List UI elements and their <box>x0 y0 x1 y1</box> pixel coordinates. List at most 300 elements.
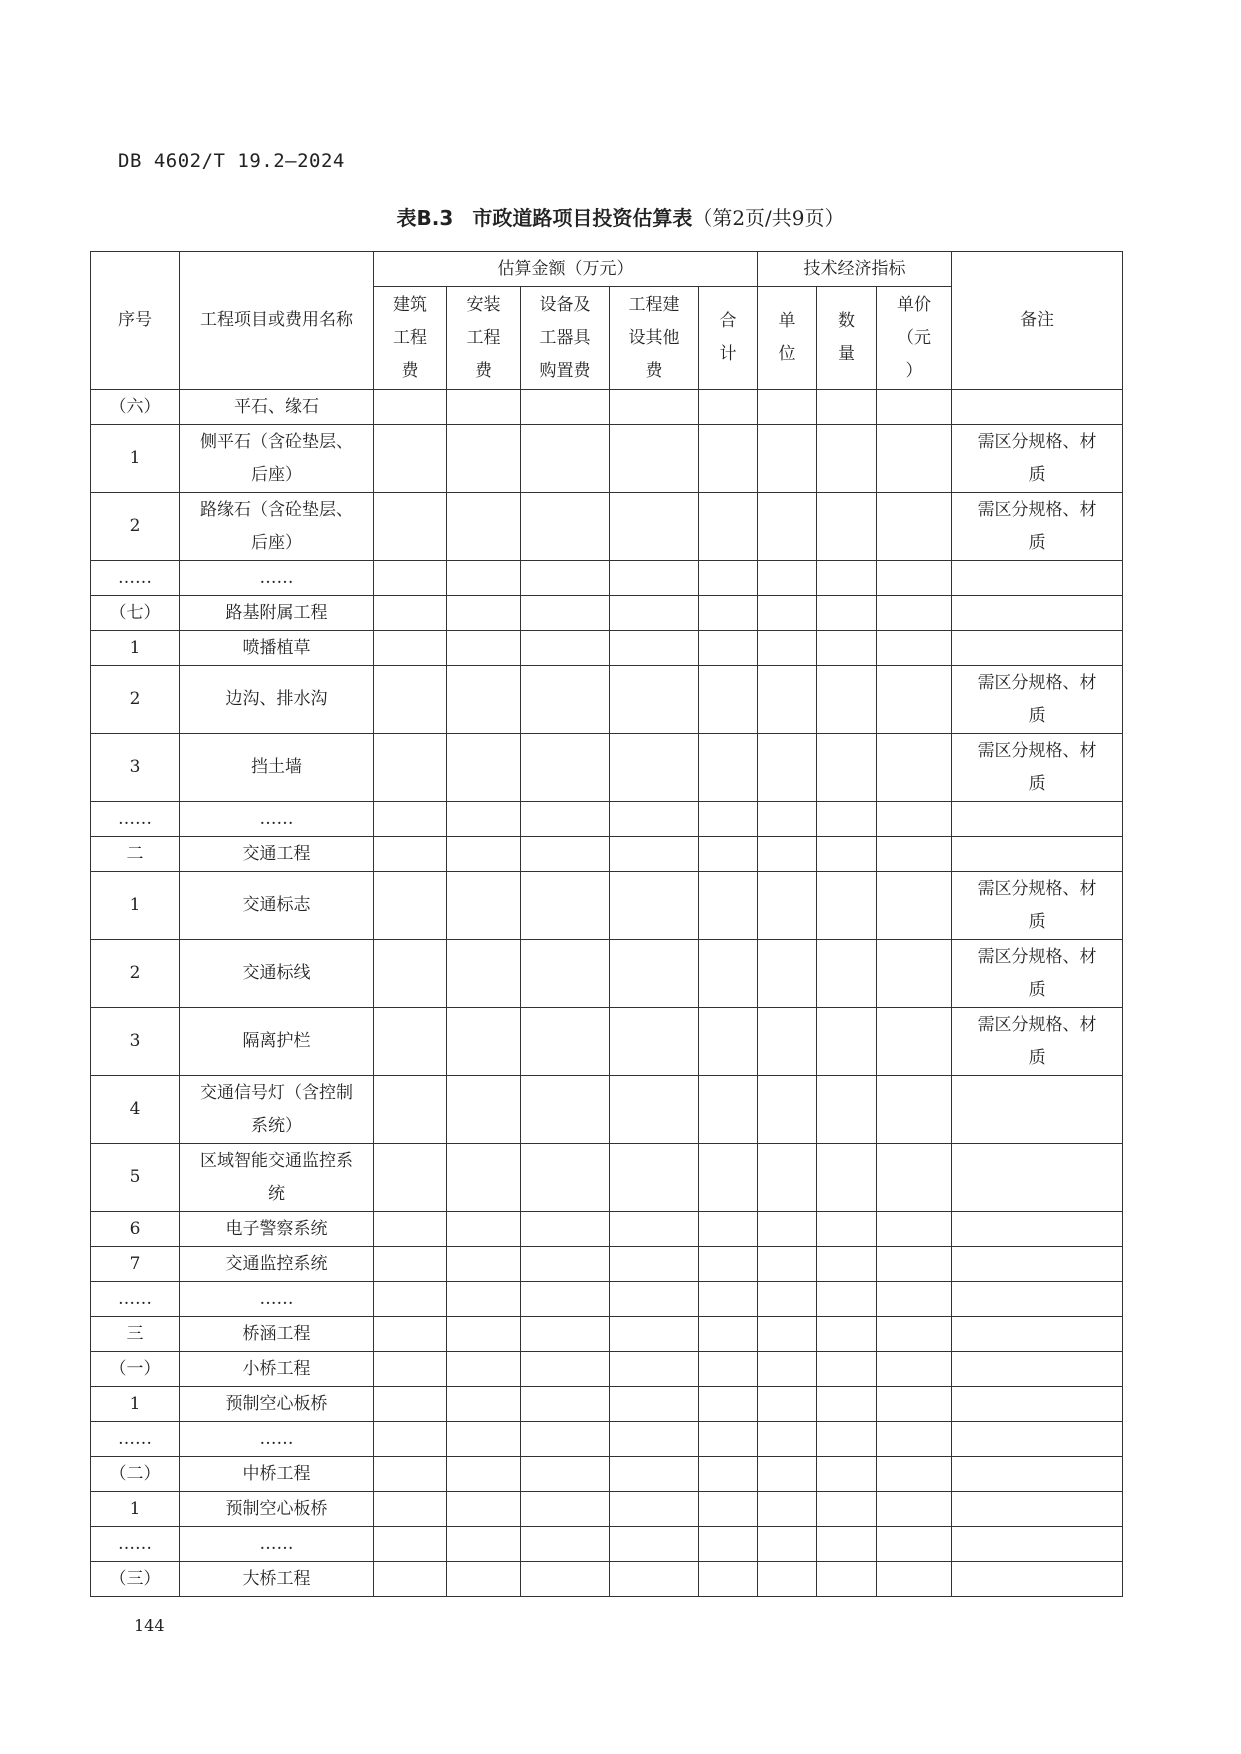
cell-value <box>699 837 758 872</box>
cell-name <box>180 561 374 596</box>
cell-value <box>610 390 699 425</box>
cell-value <box>374 1247 447 1282</box>
cell-value <box>447 1492 521 1527</box>
cell-value <box>758 1076 817 1144</box>
cell-value <box>374 940 447 1008</box>
cell-remark <box>952 1422 1123 1457</box>
cell-value <box>877 734 952 802</box>
cell-value <box>521 734 610 802</box>
cell-value <box>374 596 447 631</box>
cell-seq: 1 <box>91 631 180 666</box>
cell-name <box>180 837 374 872</box>
text-line: 工程 <box>393 327 427 348</box>
cell-value <box>699 940 758 1008</box>
text-line: …… <box>259 1428 294 1449</box>
cell-value <box>817 1008 877 1076</box>
cell-name <box>180 390 374 425</box>
cell-value <box>374 631 447 666</box>
text-line: 质 <box>1028 705 1046 726</box>
table-number: 表B.3 <box>396 206 454 230</box>
cell-value <box>610 666 699 734</box>
text-line: 合 <box>719 311 737 331</box>
cell-value <box>610 1352 699 1387</box>
cell-name <box>180 425 374 493</box>
text-line: 建筑 <box>393 294 427 315</box>
cell-seq: 3 <box>91 1008 180 1076</box>
cell-value <box>521 1317 610 1352</box>
cell-value <box>758 493 817 561</box>
cell-name <box>180 1387 374 1422</box>
cell-value <box>610 493 699 561</box>
cell-remark <box>952 561 1123 596</box>
cell-remark <box>952 1247 1123 1282</box>
cell-seq: 6 <box>91 1212 180 1247</box>
cell-value <box>610 1317 699 1352</box>
text-line: 需区分规格、材 <box>977 499 1097 520</box>
cell-value <box>758 872 817 940</box>
cell-value <box>817 1422 877 1457</box>
table-row <box>91 1422 1123 1457</box>
cell-value <box>758 1527 817 1562</box>
text-line: …… <box>259 1288 294 1309</box>
cell-name <box>180 631 374 666</box>
cell-value <box>699 1457 758 1492</box>
cell-remark <box>952 1076 1123 1144</box>
text-line: 质 <box>1028 911 1046 932</box>
text-line: 设其他 <box>628 327 680 348</box>
cell-value <box>817 837 877 872</box>
cell-value <box>699 872 758 940</box>
cell-value <box>610 425 699 493</box>
header-seq: 序号 <box>91 252 180 390</box>
cell-value <box>447 1212 521 1247</box>
table-row <box>91 1562 1123 1597</box>
cell-value <box>877 1527 952 1562</box>
cell-value <box>374 390 447 425</box>
cell-value <box>817 1457 877 1492</box>
cell-value <box>521 837 610 872</box>
cell-seq: 2 <box>91 666 180 734</box>
table-row <box>91 1387 1123 1422</box>
cell-value <box>610 1282 699 1317</box>
cell-remark <box>952 1352 1123 1387</box>
cell-value <box>447 1422 521 1457</box>
cell-value <box>610 1457 699 1492</box>
cell-value <box>610 561 699 596</box>
cell-value <box>447 1457 521 1492</box>
cell-value <box>521 1212 610 1247</box>
cell-name <box>180 872 374 940</box>
cell-seq: …… <box>91 1282 180 1317</box>
cell-value <box>447 1144 521 1212</box>
cell-value <box>877 940 952 1008</box>
text-line: …… <box>259 1533 294 1554</box>
cell-value <box>521 561 610 596</box>
cell-value <box>521 1352 610 1387</box>
table-body <box>91 390 1123 1597</box>
cell-value <box>817 561 877 596</box>
cell-remark <box>952 1282 1123 1317</box>
cell-value <box>877 837 952 872</box>
cell-value <box>699 1527 758 1562</box>
cell-value <box>699 493 758 561</box>
cell-value <box>758 1247 817 1282</box>
text-line: 单 <box>778 311 796 331</box>
table-row <box>91 493 1123 561</box>
cell-value <box>374 1387 447 1422</box>
header-unit-price <box>877 287 952 390</box>
cell-value <box>758 1008 817 1076</box>
text-line: 交通标志 <box>242 895 311 915</box>
cell-value <box>699 1076 758 1144</box>
cell-value <box>877 802 952 837</box>
cell-name <box>180 1247 374 1282</box>
text-line: 后座） <box>251 532 302 553</box>
cell-value <box>521 1492 610 1527</box>
cell-value <box>447 940 521 1008</box>
text-line: 中桥工程 <box>242 1463 311 1484</box>
cell-value <box>758 1387 817 1422</box>
cell-value <box>758 1492 817 1527</box>
cell-value <box>447 1247 521 1282</box>
header-quantity <box>817 287 877 390</box>
cell-seq: （七） <box>91 596 180 631</box>
cell-seq: 4 <box>91 1076 180 1144</box>
header-group-tech: 技术经济指标 <box>758 252 952 287</box>
cell-name <box>180 1492 374 1527</box>
cell-value <box>610 1422 699 1457</box>
text-line: 路基附属工程 <box>225 602 328 623</box>
cell-value <box>877 1076 952 1144</box>
table-row <box>91 1282 1123 1317</box>
cell-seq: 2 <box>91 493 180 561</box>
cell-value <box>877 493 952 561</box>
cell-value <box>699 390 758 425</box>
cell-value <box>521 666 610 734</box>
cell-name <box>180 940 374 1008</box>
cell-value <box>610 802 699 837</box>
cell-value <box>758 596 817 631</box>
cell-value <box>699 734 758 802</box>
cell-value <box>758 940 817 1008</box>
text-line: 质 <box>1028 1047 1046 1068</box>
cell-value <box>699 631 758 666</box>
cell-value <box>817 1317 877 1352</box>
cell-name <box>180 1317 374 1352</box>
cell-remark <box>952 872 1123 940</box>
text-line: 质 <box>1028 773 1046 794</box>
cell-value <box>758 1144 817 1212</box>
cell-value <box>877 1352 952 1387</box>
cell-value <box>817 1247 877 1282</box>
cell-value <box>521 1144 610 1212</box>
cell-value <box>817 425 877 493</box>
cell-name <box>180 1527 374 1562</box>
cell-value <box>521 872 610 940</box>
cell-value <box>610 1212 699 1247</box>
cell-value <box>817 1282 877 1317</box>
text-line: 设备及 <box>539 294 591 315</box>
table-row <box>91 1076 1123 1144</box>
cell-value <box>374 561 447 596</box>
cell-seq: （一） <box>91 1352 180 1387</box>
cell-remark <box>952 1317 1123 1352</box>
cell-value <box>447 734 521 802</box>
cell-remark <box>952 596 1123 631</box>
cell-value <box>374 1492 447 1527</box>
table-title <box>0 202 1241 231</box>
cell-value <box>877 1282 952 1317</box>
cell-value <box>877 1317 952 1352</box>
header-other-cost <box>610 287 699 390</box>
cell-remark <box>952 1008 1123 1076</box>
cell-seq: 2 <box>91 940 180 1008</box>
text-line: 交通标线 <box>242 963 311 983</box>
cell-value <box>521 1247 610 1282</box>
cell-value <box>447 1562 521 1597</box>
cell-remark <box>952 1562 1123 1597</box>
text-line: 费 <box>401 360 419 381</box>
cell-value <box>521 425 610 493</box>
cell-value <box>699 1422 758 1457</box>
cell-remark <box>952 1144 1123 1212</box>
cell-value <box>374 1212 447 1247</box>
cell-value <box>877 561 952 596</box>
cell-value <box>447 1387 521 1422</box>
cell-remark <box>952 1527 1123 1562</box>
cell-value <box>758 802 817 837</box>
cell-value <box>699 1247 758 1282</box>
cell-remark <box>952 837 1123 872</box>
cell-value <box>877 1422 952 1457</box>
text-line: （元 <box>897 327 932 348</box>
cell-remark <box>952 425 1123 493</box>
text-line: 安装 <box>466 294 501 315</box>
cell-remark <box>952 1492 1123 1527</box>
cell-seq: 5 <box>91 1144 180 1212</box>
cell-value <box>817 390 877 425</box>
cell-value <box>699 666 758 734</box>
text-line: ） <box>905 360 923 381</box>
text-line: 统 <box>268 1183 285 1204</box>
cell-value <box>610 872 699 940</box>
cell-value <box>447 596 521 631</box>
cell-name <box>180 1422 374 1457</box>
cell-value <box>374 1527 447 1562</box>
cell-value <box>521 390 610 425</box>
cell-value <box>699 802 758 837</box>
text-line: 系统） <box>251 1115 302 1136</box>
cell-value <box>877 596 952 631</box>
cell-value <box>699 1492 758 1527</box>
cell-value <box>610 1076 699 1144</box>
text-line: …… <box>259 808 294 829</box>
cell-name <box>180 666 374 734</box>
cell-value <box>699 1352 758 1387</box>
cell-seq: （二） <box>91 1457 180 1492</box>
cell-value <box>817 802 877 837</box>
table-row <box>91 872 1123 940</box>
cell-name <box>180 734 374 802</box>
cell-seq: …… <box>91 1527 180 1562</box>
cell-remark <box>952 1387 1123 1422</box>
cell-name <box>180 1144 374 1212</box>
text-line: 边沟、排水沟 <box>225 689 328 709</box>
cell-value <box>374 1457 447 1492</box>
cell-value <box>374 837 447 872</box>
cell-value <box>610 1144 699 1212</box>
cell-value <box>817 596 877 631</box>
table-page-info: （第2页/共9页） <box>692 206 845 230</box>
text-line: 质 <box>1028 532 1046 553</box>
table-row <box>91 390 1123 425</box>
cell-value <box>447 837 521 872</box>
text-line: 单价 <box>897 294 932 315</box>
text-line: 交通信号灯（含控制 <box>200 1082 353 1103</box>
cell-value <box>699 1008 758 1076</box>
table-row <box>91 561 1123 596</box>
cell-value <box>877 1144 952 1212</box>
cell-value <box>817 1492 877 1527</box>
text-line: 需区分规格、材 <box>977 878 1097 899</box>
cell-value <box>521 596 610 631</box>
text-line: 计 <box>719 344 737 364</box>
cell-seq: 1 <box>91 872 180 940</box>
table-row <box>91 837 1123 872</box>
cell-value <box>817 493 877 561</box>
cell-value <box>610 631 699 666</box>
table-row <box>91 596 1123 631</box>
cell-value <box>877 1387 952 1422</box>
cell-value <box>699 425 758 493</box>
text-line: 需区分规格、材 <box>977 1014 1097 1035</box>
cell-value <box>374 734 447 802</box>
text-line: 预制空心板桥 <box>225 1498 328 1519</box>
cell-value <box>699 1144 758 1212</box>
cell-value <box>758 1352 817 1387</box>
cell-name <box>180 1457 374 1492</box>
cell-value <box>521 802 610 837</box>
cell-remark <box>952 631 1123 666</box>
cell-value <box>447 493 521 561</box>
cell-remark <box>952 493 1123 561</box>
cell-value <box>699 1317 758 1352</box>
table-row <box>91 940 1123 1008</box>
text-line: 工程建 <box>628 294 680 315</box>
cell-value <box>877 1008 952 1076</box>
cell-value <box>699 561 758 596</box>
cell-value <box>447 561 521 596</box>
text-line: 工程 <box>466 327 501 348</box>
text-line: 侧平石（含砼垫层、 <box>200 431 353 452</box>
cell-seq: （三） <box>91 1562 180 1597</box>
cell-value <box>758 1422 817 1457</box>
table-row <box>91 1247 1123 1282</box>
text-line: 需区分规格、材 <box>977 946 1097 967</box>
text-line: 大桥工程 <box>242 1568 311 1589</box>
cell-value <box>447 1282 521 1317</box>
cell-value <box>817 1076 877 1144</box>
cell-name <box>180 1562 374 1597</box>
cell-remark <box>952 1212 1123 1247</box>
header-name: 工程项目或费用名称 <box>180 252 374 390</box>
cell-remark <box>952 390 1123 425</box>
table-row <box>91 802 1123 837</box>
cell-value <box>447 1527 521 1562</box>
text-line: 交通监控系统 <box>225 1253 328 1274</box>
cell-value <box>521 493 610 561</box>
cell-value <box>758 1317 817 1352</box>
table-row <box>91 1212 1123 1247</box>
text-line: 小桥工程 <box>242 1358 311 1379</box>
cell-name <box>180 1282 374 1317</box>
table-name: 市政道路项目投资估算表 <box>472 206 693 230</box>
cell-value <box>610 940 699 1008</box>
cell-value <box>877 1457 952 1492</box>
cell-name <box>180 1352 374 1387</box>
cell-value <box>817 1212 877 1247</box>
cell-value <box>817 631 877 666</box>
cell-value <box>610 1492 699 1527</box>
text-line: 费 <box>645 360 663 381</box>
cell-value <box>447 425 521 493</box>
table-row <box>91 1317 1123 1352</box>
cell-seq: 1 <box>91 425 180 493</box>
cell-value <box>877 872 952 940</box>
cell-remark <box>952 802 1123 837</box>
text-line: 数 <box>838 311 856 331</box>
cell-seq: …… <box>91 1422 180 1457</box>
text-line: 喷播植草 <box>242 637 311 658</box>
cell-value <box>374 802 447 837</box>
header-building-cost <box>374 287 447 390</box>
cell-value <box>758 666 817 734</box>
cell-value <box>374 666 447 734</box>
cell-value <box>521 1387 610 1422</box>
cell-value <box>817 872 877 940</box>
cell-value <box>374 1076 447 1144</box>
cell-value <box>374 1422 447 1457</box>
text-line: 电子警察系统 <box>225 1218 328 1239</box>
cell-value <box>374 1282 447 1317</box>
text-line: 量 <box>838 344 856 364</box>
table-row <box>91 1457 1123 1492</box>
cell-value <box>610 1527 699 1562</box>
cell-value <box>521 1008 610 1076</box>
table-row <box>91 631 1123 666</box>
text-line: 区域智能交通监控系 <box>200 1150 353 1171</box>
cell-value <box>521 1282 610 1317</box>
cell-remark <box>952 666 1123 734</box>
cell-value <box>877 1247 952 1282</box>
cell-name <box>180 1212 374 1247</box>
cell-value <box>758 1282 817 1317</box>
header-group-estimate: 估算金额（万元） <box>374 252 758 287</box>
cell-value <box>447 872 521 940</box>
cell-value <box>610 596 699 631</box>
cell-value <box>447 390 521 425</box>
header-equipment-cost <box>521 287 610 390</box>
cell-value <box>699 1282 758 1317</box>
cell-seq: 7 <box>91 1247 180 1282</box>
text-line: 需区分规格、材 <box>977 672 1097 693</box>
cell-value <box>699 1387 758 1422</box>
cell-value <box>877 1212 952 1247</box>
cell-value <box>817 1144 877 1212</box>
cell-value <box>447 631 521 666</box>
cell-seq: 三 <box>91 1317 180 1352</box>
cell-value <box>521 1562 610 1597</box>
